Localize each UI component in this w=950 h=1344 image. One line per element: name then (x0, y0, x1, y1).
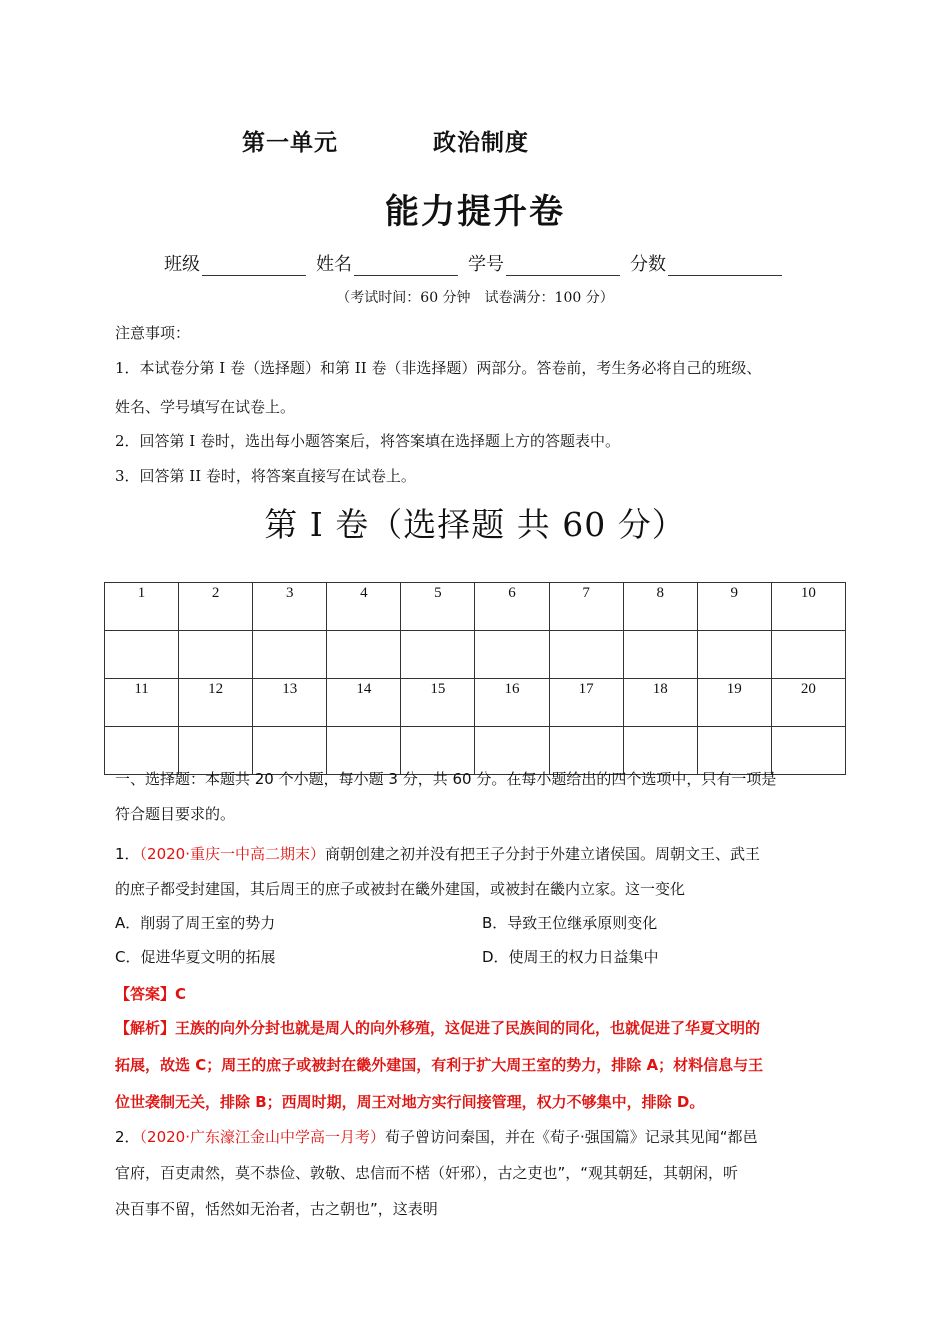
option-d: D．使周王的权力日益集中 (482, 948, 659, 966)
score-field (630, 250, 782, 276)
analysis-text: 王族的向外分封也就是周人的向外移殖，这促进了民族间的同化，也就促进了华夏文明的 (175, 1019, 761, 1037)
score-label: 分数 (630, 254, 666, 275)
instructions-line: 符合题目要求的。 (115, 805, 236, 823)
analysis-text: 拓展，故选 C；周王的庶子或被封在畿外建国，有利于扩大周王室的势力，排除 A；材料信息与王 (115, 1056, 764, 1074)
note-item: 姓名、学号填写在试卷上。 (115, 398, 296, 416)
question-number-cell: 17 (549, 679, 623, 727)
section-title: 第 I 卷（选择题 共 60 分） (264, 505, 686, 544)
question-source: （2020·重庆一中高二期末） (139, 845, 325, 863)
answer-grid (104, 582, 846, 775)
answer-cell[interactable] (105, 631, 179, 679)
score-blank[interactable] (668, 255, 782, 276)
exam-meta: （考试时间：60 分钟 试卷满分：100 分） (336, 290, 614, 306)
question-number-cell: 13 (253, 679, 327, 727)
question-number-cell: 18 (623, 679, 697, 727)
question-number: 1． (115, 845, 140, 863)
answer-grid-number-row (105, 583, 846, 631)
student-id-label: 学号 (468, 254, 504, 275)
question-number-cell: 11 (105, 679, 179, 727)
question-number-cell: 3 (253, 583, 327, 631)
question-number-cell: 4 (327, 583, 401, 631)
student-info-line (164, 250, 792, 276)
question-number-cell: 5 (401, 583, 475, 631)
question-number-cell: 7 (549, 583, 623, 631)
class-blank[interactable] (202, 255, 306, 276)
question-number-cell: 19 (697, 679, 771, 727)
note-item: 3．回答第 II 卷时，将答案直接写在试卷上。 (115, 467, 416, 485)
question-stem-text: 的庶子都受封建国，其后周王的庶子或被封在畿外建国，或被封在畿内立家。这一变化 (115, 880, 686, 898)
note-item: 2．回答第 I 卷时，选出每小题答案后，将答案填在选择题上方的答题表中。 (115, 432, 621, 450)
answer-cell[interactable] (623, 631, 697, 679)
question-number-cell: 6 (475, 583, 549, 631)
question-number-cell: 12 (179, 679, 253, 727)
question-number-cell: 20 (771, 679, 845, 727)
answer-cell[interactable] (253, 631, 327, 679)
note-item: 1．本试卷分第 I 卷（选择题）和第 II 卷（非选择题）两部分。答卷前，考生务必将自己的班级、 (115, 359, 762, 377)
question-stem-text: 决百事不留，恬然如无治者，古之朝也”，这表明 (115, 1200, 438, 1218)
option-a: A．削弱了周王室的势力 (115, 914, 276, 932)
question-number: 2． (115, 1128, 140, 1146)
answer-cell[interactable] (327, 631, 401, 679)
name-field (316, 250, 458, 276)
answer-cell[interactable] (475, 631, 549, 679)
question-number-cell: 10 (771, 583, 845, 631)
question-number-cell: 8 (623, 583, 697, 631)
unit-topic: 政治制度 (433, 130, 529, 156)
option-c: C．促进华夏文明的拓展 (115, 948, 276, 966)
question-number-cell: 15 (401, 679, 475, 727)
answer-grid-answer-row (105, 631, 846, 679)
answer-cell[interactable] (549, 631, 623, 679)
answer-cell[interactable] (771, 727, 845, 775)
answer-cell[interactable] (401, 631, 475, 679)
answer-label: 【答案】 (115, 985, 176, 1003)
question-number-cell: 16 (475, 679, 549, 727)
answer-grid-number-row (105, 679, 846, 727)
unit-label: 第一单元 (242, 130, 338, 156)
question-2-stem (115, 1126, 758, 1147)
analysis-label: 【解析】 (115, 1019, 176, 1037)
notes-heading: 注意事项： (115, 324, 191, 342)
question-stem-text: 官府，百吏肃然，莫不恭俭、敦敬、忠信而不楛（奸邪），古之吏也”，“观其朝廷，其朝闲，听 (115, 1164, 739, 1182)
name-blank[interactable] (354, 255, 458, 276)
question-stem-text: 商朝创建之初并没有把王子分封于外建立诸侯国。周朝文王、武王 (325, 845, 761, 863)
question-number-cell: 1 (105, 583, 179, 631)
answer-value: C (175, 985, 187, 1003)
page-title: 能力提升卷 (385, 192, 565, 232)
answer-cell[interactable] (771, 631, 845, 679)
class-label: 班级 (164, 254, 200, 275)
question-stem-text: 荀子曾访问秦国，并在《荀子·强国篇》记录其见闻“都邑 (385, 1128, 758, 1146)
name-label: 姓名 (316, 254, 352, 275)
class-field (164, 250, 306, 276)
question-1-stem (115, 843, 760, 864)
analysis-text: 位世袭制无关，排除 B；西周时期，周王对地方实行间接管理，权力不够集中，排除 D。 (115, 1093, 705, 1111)
answer-line (115, 983, 186, 1004)
student-id-blank[interactable] (506, 255, 620, 276)
question-source: （2020·广东濠江金山中学高一月考） (139, 1128, 385, 1146)
answer-cell[interactable] (179, 631, 253, 679)
student-id-field (468, 250, 620, 276)
instructions-line: 一、选择题：本题共 20 个小题，每小题 3 分，共 60 分。在每小题给出的四个选项中，只有一项是 (115, 770, 777, 788)
answer-cell[interactable] (697, 631, 771, 679)
question-number-cell: 14 (327, 679, 401, 727)
option-b: B．导致王位继承原则变化 (482, 914, 658, 932)
question-number-cell: 9 (697, 583, 771, 631)
question-number-cell: 2 (179, 583, 253, 631)
analysis-line (115, 1017, 760, 1038)
